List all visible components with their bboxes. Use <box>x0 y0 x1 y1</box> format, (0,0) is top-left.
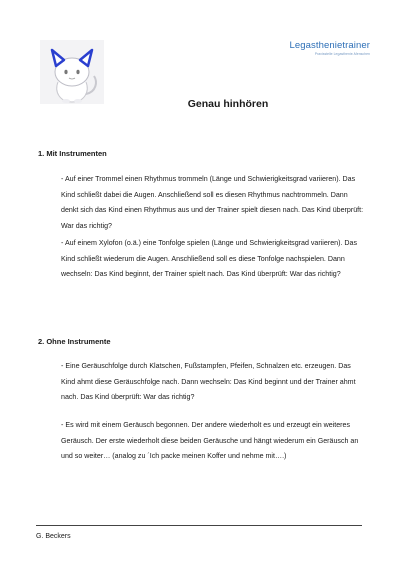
list-item <box>61 236 366 283</box>
brand-logo <box>290 40 371 56</box>
list-item <box>61 172 366 234</box>
section-heading-no-instruments: 2. Ohne Instrumente <box>38 337 111 346</box>
brand-tagline: Praxisstelle Legasthenie-Menschen <box>314 52 370 56</box>
list-item-text: - Es wird mit einem Geräusch begonnen. Der andere wiederholt es und erzeugt ein weiteres Geräusch. Der erste wiederholt diese beiden Geräusche und hängt wiederum ein Geräusch an und so weiter… (analog zu ´Ich packe meinen Koffer und nehme mit….) <box>61 421 359 460</box>
footer-divider <box>36 525 362 526</box>
brand-name: Legasthenietrainer <box>289 40 370 51</box>
footer-author: G. Beckers <box>36 533 71 540</box>
list-item <box>61 418 366 465</box>
list-item-text: - Auf einer Trommel einen Rhythmus trommeln (Länge und Schwierigkeitsgrad variieren). Das Kind schließt dabei die Augen. Anschließend soll es diesen Rhythmus nachtrommeln. Dann denkt sich das Kind einen Rhythmus aus und der Trainer spielt diesen nach. Das Kind überprüft: War das richtig? <box>61 175 364 230</box>
list-item-text: - Eine Geräuschfolge durch Klatschen, Fußstampfen, Pfeifen, Schnalzen etc. erzeugen. Das Kind ahmt diese Geräuschfolge nach. Dann wechseln: Das Kind beginnt und der Trainer ahmt nach. Das Kind überprüft: War das richtig? <box>61 362 356 401</box>
page-title: Genau hinhören <box>187 98 269 110</box>
list-item <box>61 359 366 406</box>
list-item-text: - Auf einem Xylofon (o.ä.) eine Tonfolge spielen (Länge und Schwierigkeitsgrad variieren). Das Kind schließt wiederum die Augen. Anschließend soll es diese Tonfolge nachspielen. Dann wechseln: Das Kind beginnt, der Trainer spielt nach. Das Kind überprüft: War das richtig? <box>61 239 358 278</box>
section-heading-instruments: 1. Mit Instrumenten <box>38 149 107 158</box>
